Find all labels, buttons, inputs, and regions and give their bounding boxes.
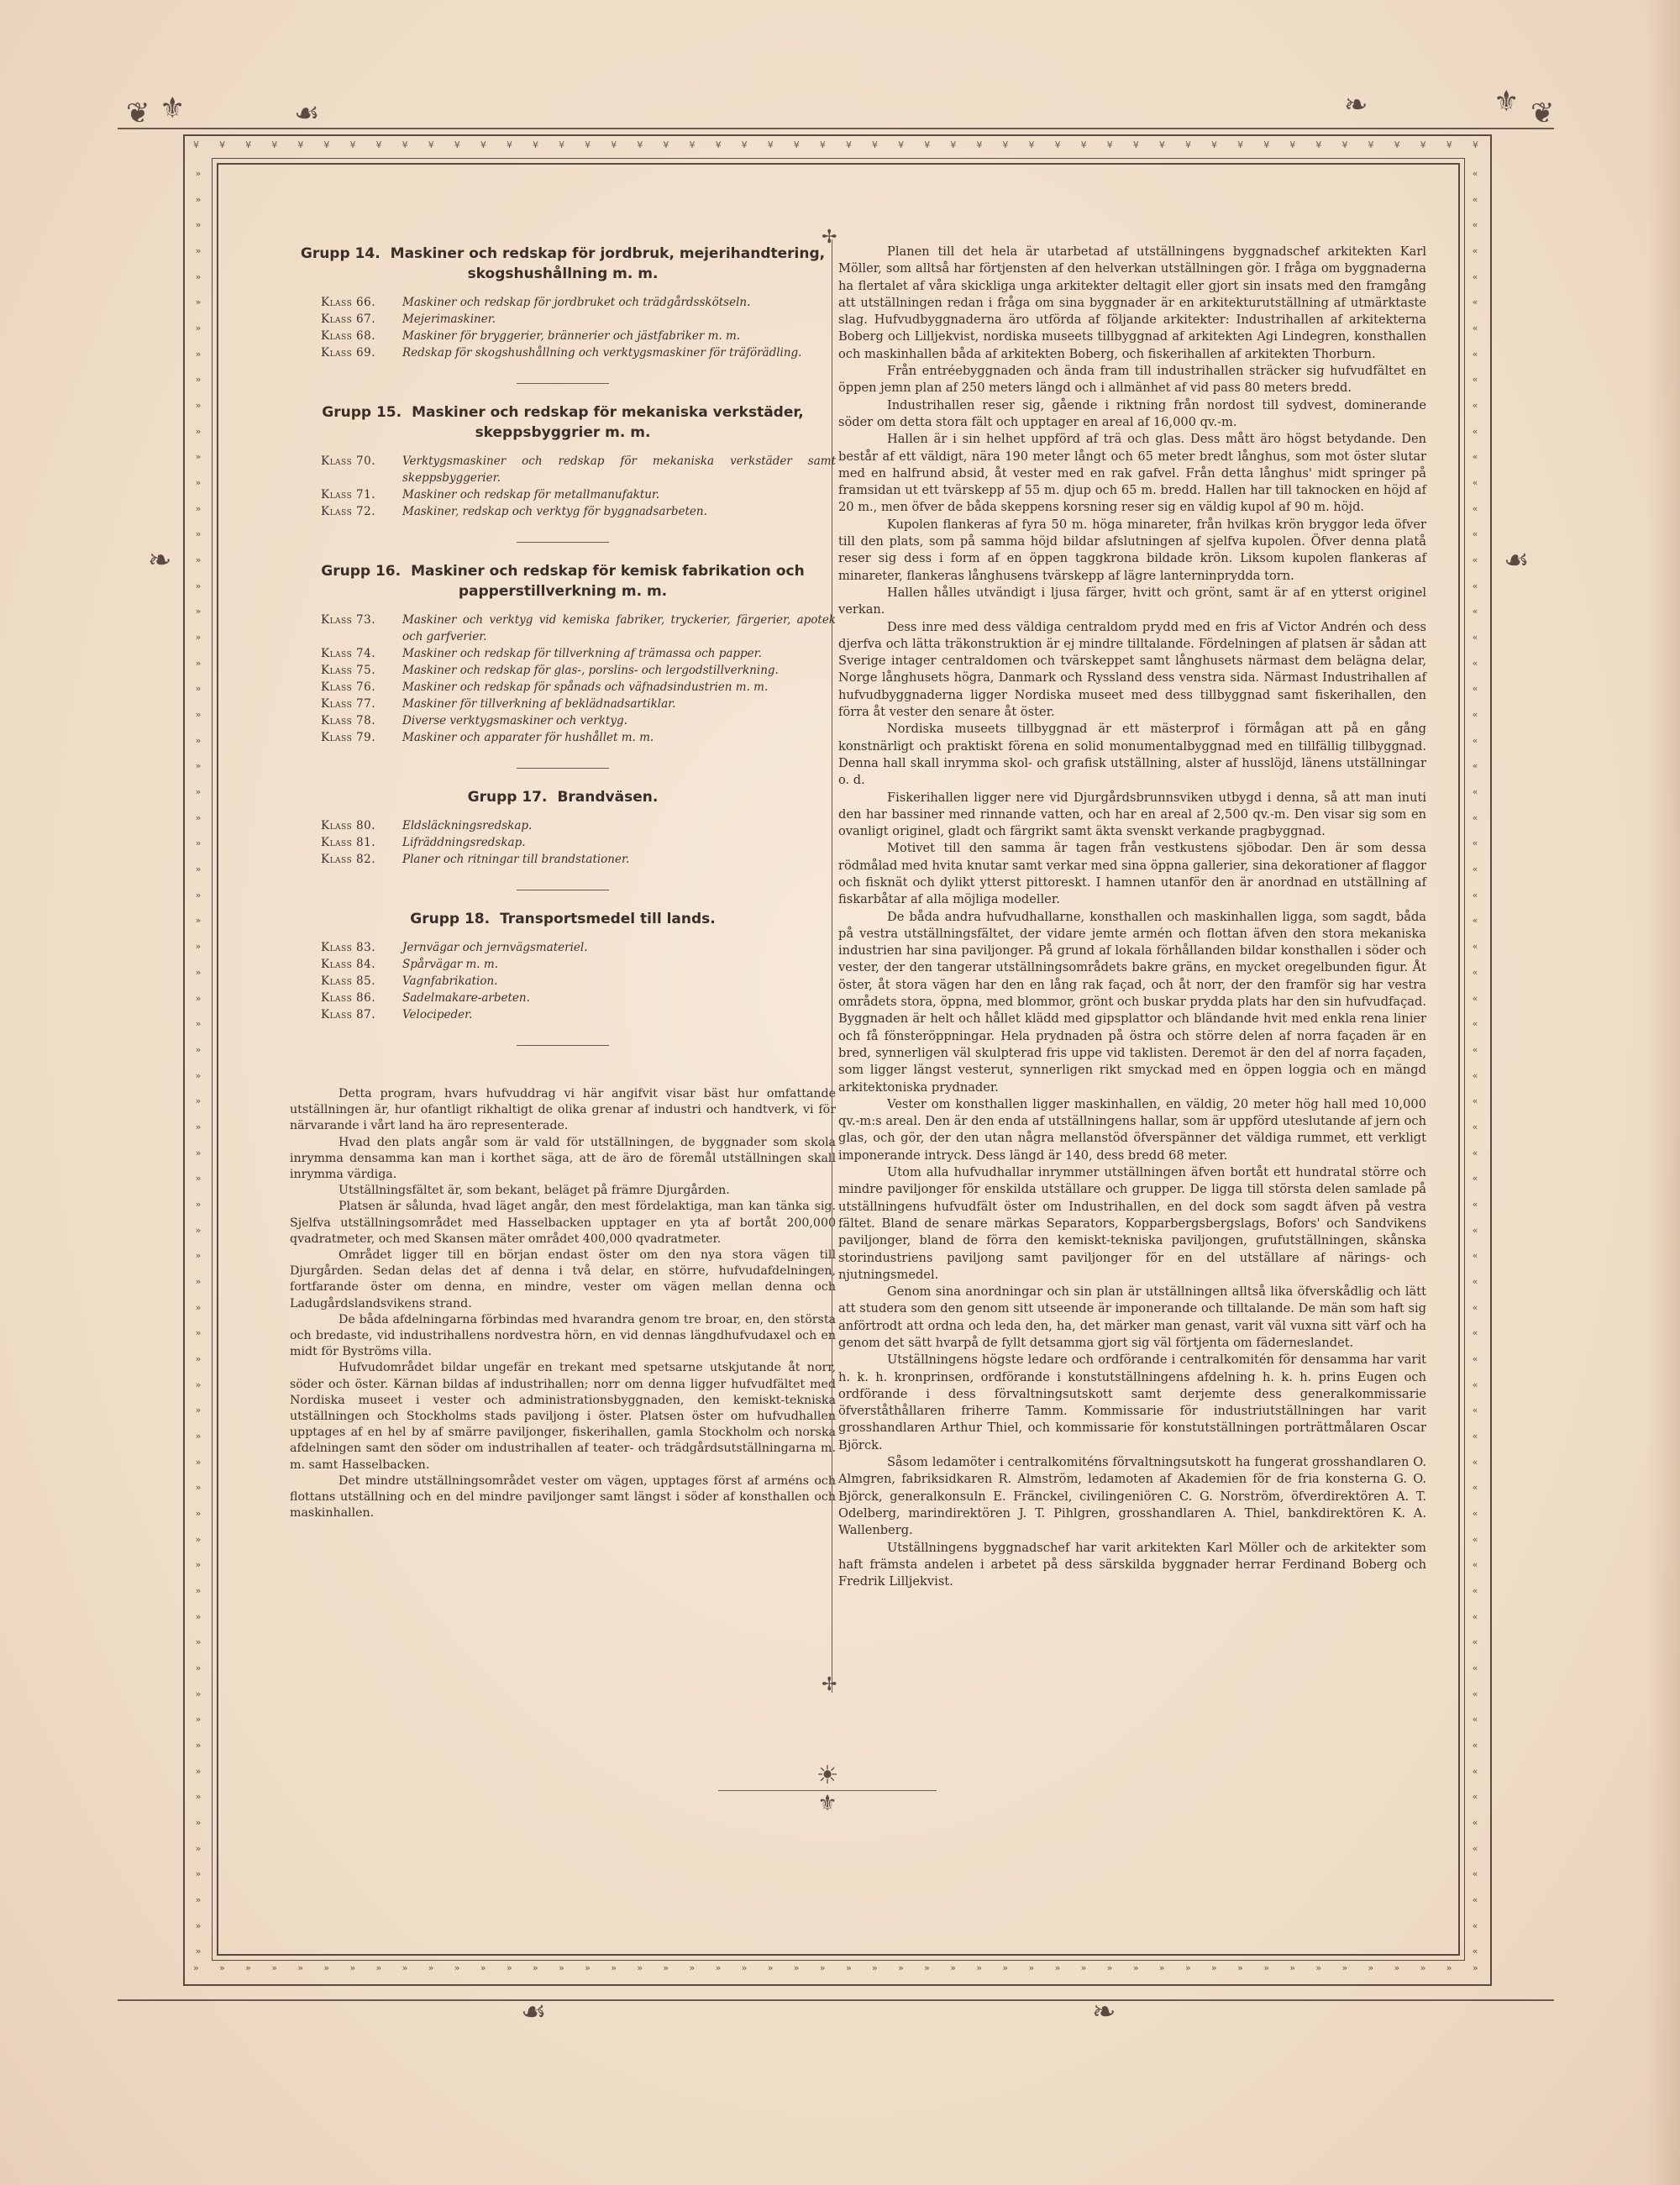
- body-paragraph: Hvad den plats angår som är vald för utställningen, de byggnader som skola inrymma densamma kan man i korthet säga, att de äro de föremål utställningen skall inrymma värdiga.: [290, 1135, 836, 1182]
- group-number: Grupp 14.: [300, 245, 381, 262]
- right-side-scroll-icon: ☙: [1504, 544, 1530, 577]
- class-number: Klass 74.: [321, 647, 375, 660]
- group-heading: [290, 244, 836, 284]
- bottom-center-ornament: [718, 1761, 937, 1816]
- right-column: [838, 244, 1426, 1590]
- class-description: Maskiner och redskap för tillverkning af trämassa och papper.: [402, 647, 762, 660]
- group-title: Brandväsen.: [557, 789, 659, 806]
- class-description: Mejerimaskiner.: [402, 313, 496, 326]
- body-paragraph: Detta program, hvars hufvuddrag vi här angifvit visar bäst hur omfattande utställningen är, hur ofantligt rikhaltigt de olika grenar af industri och handtverk, vi för närvarande i vårt land ha äro representerade.: [290, 1087, 836, 1133]
- class-entry: [290, 817, 836, 834]
- class-description: Vagnfabrikation.: [402, 974, 498, 988]
- group-list: [290, 244, 836, 1046]
- body-paragraph: Planen till det hela är utarbetad af utställningens byggnadschef arkitekten Karl Möller, som alltså har förtjensten af den helverkan utställningen gör. I fråga om byggnaderna ha flertalet af våra skickliga unga arkitekter deltagit eller gjort sin insats med den framgång att utställningen redan i fråga om sina byggnader är en arkitekturutställning af utmärktaste slag. Hufvudbyggnaderna äro utförda af följande arkitekter: Industrihallen af arkitekterna Boberg och Lilljekvist, nordiska museets tillbyggnad af arkitekten Agi Lindegren, konsthallen och maskinhallen båda af arkitekten Boberg, och fiskerihallen af arkitekten Thorburn.: [838, 244, 1426, 361]
- class-description: Sadelmakare-arbeten.: [402, 991, 530, 1005]
- class-entry: [290, 939, 836, 956]
- class-entry: [290, 503, 836, 520]
- class-entry: [290, 328, 836, 344]
- group-title: Maskiner och redskap för jordbruk, mejerihandtering, skogshushållning m. m.: [390, 245, 826, 282]
- group-heading: [290, 909, 836, 929]
- class-entry: [290, 956, 836, 973]
- class-number: Klass 78.: [321, 714, 375, 727]
- class-entry: [290, 294, 836, 311]
- sunburst-icon: ☀: [816, 1761, 839, 1790]
- body-paragraph: Området ligger till en början endast öster om den nya stora vägen till Djurgården. Sedan delas det af denna i två delar, en större, hufvudafdelningen, fortfarande öster om denna, en mindre, vester om vägen mellan denna och Ladugårdslandsvikens strand.: [290, 1248, 836, 1310]
- class-number: Klass 77.: [321, 697, 375, 711]
- body-paragraph: Utställningens högste ledare och ordförande i centralkomitén för densamma har varit h. k. h. kronprinsen, ordförande i konstutställningens afdelning h. k. h. prins Eugen och ordförande i dess förvaltningsutskott samt derjemte dess generalkommissarie öfverståthållaren friherre Tamm. Kommissarie för industriutställningen har varit grosshandlaren Arthur Thiel, och kommissarie för konstutställningen porträttmålaren Oscar Björck.: [838, 1352, 1426, 1452]
- group-number: Grupp 15.: [322, 404, 402, 421]
- left-body-text: [290, 1086, 836, 1521]
- class-entry: [290, 1006, 836, 1023]
- body-paragraph: Vester om konsthallen ligger maskinhallen, en väldig, 20 meter hög hall med 10,000 qv.-m:s areal. Den är den enda af utställningens hallar, som är uppförd uteslutande af jern och glas, och gör, der den utan några mellanstöd öfverspänner det väldiga rummet, ett verkligt imponerande intryck. Dess längd är 140, dess bredd 68 meter.: [838, 1096, 1426, 1163]
- class-number: Klass 72.: [321, 505, 375, 518]
- body-paragraph: Industrihallen reser sig, gående i riktning från nordost till sydvest, dominerande söder om detta stora fält och upptager en areal af 16,000 qv.-m.: [838, 397, 1426, 429]
- class-entry: [290, 612, 836, 645]
- body-paragraph: Hufvudområdet bildar ungefär en trekant med spetsarne utskjutande åt norr, söder och öster. Kärnan bildas af industrihallen; norr om denna ligger hufvudfältet med Nordiska museet i vester och administrationsbyggnaden, den kemiskt-tekniska utställningen och Stockholms stads paviljong i öster. Platsen öster om hufvudhallen upptages af en hel by af smärre paviljonger, fiskerihallen, gamla Stockholm och norska afdelningen samt den söder om industrihallen af teater- och trädgårdsutställningarna m. m. samt Hasselbacken.: [290, 1361, 836, 1472]
- class-number: Klass 81.: [321, 836, 375, 849]
- class-description: Maskiner och redskap för jordbruket och trädgårdsskötseln.: [402, 296, 751, 309]
- class-entry: [290, 696, 836, 712]
- group-separator: [517, 542, 609, 543]
- class-description: Maskiner och apparater för hushållet m. m.: [402, 731, 654, 744]
- class-number: Klass 80.: [321, 819, 375, 833]
- body-paragraph: Utom alla hufvudhallar inrymmer utställningen äfven bortåt ett hundratal större och mindre paviljonger för enskilda utställare och grupper. De ligga till största delen samlade på utställningens hufvudfält öster om Industrihallen, en del dock som sagdt äfven på vestra fältet. Bland de senare märkas Separators, Kopparbergsbergslags, Bofors' och Sandvikens paviljonger, bland de förra den kemiskt-tekniska paviljongen, grufutställningen, skånska storindustriens paviljong samt paviljonger för en del utställare af närings- och njutningsmedel.: [838, 1165, 1426, 1282]
- group-title: Maskiner och redskap för mekaniska verkstäder, skeppsbyggrier m. m.: [412, 404, 804, 441]
- class-entry: [290, 662, 836, 679]
- class-number: Klass 82.: [321, 853, 375, 866]
- class-number: Klass 83.: [321, 941, 375, 954]
- fleuron-icon: ⚜: [817, 1791, 837, 1816]
- body-paragraph: Kupolen flankeras af fyra 50 m. höga minareter, från hvilkas krön bryggor leda öfver till den plats, som på samma höjd bildar afslutningen af sjelfva kupolen. Öfver denna platå reser sig dess i form af en öppen taggkrona bildade krön. Liksom kupolen flankeras af minareter, flankeras långhusens tvärskepp af lägre lanterninprydda torn.: [838, 517, 1426, 583]
- group-number: Grupp 17.: [467, 789, 548, 806]
- body-paragraph: Genom sina anordningar och sin plan är utställningen alltså lika öfverskådlig och lätt att studera som den genom sitt utseende är imponerande och tilltalande. De män som haft sig anförtrodt att ordna och leda den, ha, det märker man genast, varit väl vuxna sitt värf och ha genom det sätt hvarpå de fyllt detsamma gjort sig väl förtjenta om fäderneslandet.: [838, 1284, 1426, 1350]
- group-section: [290, 402, 836, 520]
- bottom-border-rule: [118, 1999, 1554, 2001]
- class-description: Redskap för skogshushållning och verktygsmaskiner för träförädling.: [402, 346, 802, 360]
- body-paragraph: Platsen är sålunda, hvad läget angår, den mest fördelaktiga, man kan tänka sig. Sjelfva utställningsområdet med Hasselbacken upptager en yta af bortåt 200,000 qvadratmeter, och med Skansen mäter området 400,000 qvadratmeter.: [290, 1200, 836, 1246]
- class-entry: [290, 712, 836, 729]
- top-center-right-flourish-icon: ❧: [1344, 88, 1368, 122]
- group-heading: [290, 787, 836, 807]
- body-paragraph: Från entréebyggnaden och ända fram till industrihallen sträcker sig hufvudfältet en öppen jemn plan af 250 meters längd och i allmänhet af vid pass 80 meters bredd.: [838, 364, 1426, 396]
- class-description: Eldsläckningsredskap.: [402, 819, 533, 833]
- right-chevron-column: « « « « « « « « « « « « « « « « « « « « « « « « « « « « « « « « « « « « « « « « « « « « « « « « « « « « « « « « « « « « « « « « « « « « « «: [1472, 168, 1478, 1957]
- body-paragraph: Motivet till den samma är tagen från vestkustens sjöbodar. Den är som dessa rödmålad med hvita knutar samt verkar med sina öppna gallerier, sina dekorationer af flaggor och fisknät och dylikt ytterst pittoreskt. I hamnen utanför den är anordnad en utställning af fiskarbåtar af alla möjliga modeller.: [838, 841, 1426, 907]
- class-description: Velocipeder.: [402, 1008, 473, 1022]
- class-entry: [290, 990, 836, 1006]
- group-section: [290, 561, 836, 746]
- class-entry: [290, 834, 836, 851]
- body-paragraph: Hallen är i sin helhet uppförd af trä och glas. Dess mått äro högst betydande. Den består af ett väldigt, nära 190 meter långt och 65 meter bredt långhus, som mot öster slutar med en halfrund absid, åt vester med en rak gafvel. Från detta långhus' midt springer på framsidan ut ett tvärskepp af 55 m. djup och 65 m. bredd. Hallen har till taknocken en höjd af 20 m., men öfver de båda skeppens korsning reser sig en väldig kupol af 90 m. höjd.: [838, 432, 1426, 515]
- left-side-scroll-icon: ❧: [148, 544, 172, 577]
- group-number: Grupp 16.: [321, 563, 402, 580]
- top-left-flourish-icon: ❦: [126, 97, 150, 130]
- divider-bottom-ornament-icon: ✢: [822, 1674, 837, 1695]
- group-title: Transportsmedel till lands.: [500, 911, 716, 927]
- class-entry: [290, 344, 836, 361]
- class-description: Jernvägar och jernvägsmateriel.: [402, 941, 588, 954]
- divider-top-ornament-icon: ✢: [822, 227, 837, 248]
- class-entry: [290, 645, 836, 662]
- group-heading: [290, 402, 836, 443]
- class-description: Maskiner, redskap och verktyg för byggnadsarbeten.: [402, 505, 707, 518]
- class-number: Klass 73.: [321, 613, 375, 627]
- class-description: Lifräddningsredskap.: [402, 836, 526, 849]
- class-number: Klass 66.: [321, 296, 375, 309]
- body-paragraph: Hallen hålles utvändigt i ljusa färger, hvitt och grönt, samt är af en ytterst originel verkan.: [838, 585, 1426, 617]
- class-entry: [290, 973, 836, 990]
- class-description: Spårvägar m. m.: [402, 958, 498, 971]
- class-entry: [290, 311, 836, 328]
- body-paragraph: De båda andra hufvudhallarne, konsthallen och maskinhallen ligga, som sagdt, båda på vestra utställningsfältet, der vidare jemte armén och flottan äfven den stora mekaniska industrien har sina paviljonger. På grund af lokala förhållanden bildar konsthallen i söder och vester, der den tangerar utställningsområdets bakre gräns, en mycket oregelbunden figur. Åt öster, åt stora vägen har den en lång rak façad, och åt norr, der den framför sig har vestra områdets stora, öppna, med blommor, grönt och buskar prydda plats har den sin hufvudfaçad. Byggnaden är helt och hållet klädd med gipsplattor och bländande hvit med enkla rena linier och få fönsteröppningar. Hela prydnaden på östra och större delen af norra façaden är en bred, synnerligen väl skulpterad fris uppe vid taklisten. Deremot är den del af norra façaden, som ligger längst vesterut, synnerligen rikt smyckad med en öppen loggia och en mängd arkitektoniska prydnader.: [838, 909, 1426, 1095]
- body-paragraph: Dess inre med dess väldiga centraldom prydd med en fris af Victor Andrén och dess djerfva och lätta träkonstruktion är ej mindre tilltalande. Fördelningen af platsen är sådan att Sverige intager centraldomen och tvärskeppet samt långhusets närmast dem belägna delar, Norge långhusets högra, Danmark och Ryssland dess venstra sida. Närmast Industrihallen af hufvudbyggnaderna ligger Nordiska museet med dess tillbyggnad samt fiskerihallen, den förra åt vester den senare åt öster.: [838, 619, 1426, 720]
- group-separator: [517, 1045, 609, 1046]
- class-description: Maskiner och redskap för spånads och väfnadsindustrien m. m.: [402, 680, 769, 694]
- group-section: [290, 244, 836, 361]
- group-heading: [290, 561, 836, 601]
- body-paragraph: Utställningens byggnadschef har varit arkitekten Karl Möller och de arkitekter som haft främsta andelen i arbetet på dess särskilda byggnader herrar Ferdinand Boberg och Fredrik Lilljekvist.: [838, 1540, 1426, 1589]
- body-paragraph: Det mindre utställningsområdet vester om vägen, upptages först af arméns och flottans utställning och en del mindre paviljonger samt längst i söder af konsthallen och maskinhallen.: [290, 1473, 836, 1521]
- bottom-right-flourish-icon: ❧: [1092, 1995, 1116, 2029]
- group-title: Maskiner och redskap för kemisk fabrikation och papperstillverkning m. m.: [411, 563, 805, 600]
- class-number: Klass 76.: [321, 680, 375, 694]
- class-number: Klass 85.: [321, 974, 375, 988]
- class-entry: [290, 729, 836, 746]
- class-entry: [290, 486, 836, 503]
- class-entry: [290, 851, 836, 868]
- class-number: Klass 67.: [321, 313, 375, 326]
- top-center-left-flourish-icon: ☙: [294, 97, 320, 130]
- body-paragraph: Utställningsfältet är, som bekant, beläget på främre Djurgården.: [339, 1184, 730, 1198]
- class-description: Planer och ritningar till brandstationer.: [402, 853, 630, 866]
- class-description: Verktygsmaskiner och redskap för mekaniska verkstäder samt skeppsbyggerier.: [402, 454, 836, 485]
- body-paragraph: De båda afdelningarna förbindas med hvarandra genom tre broar, en, den största och bredaste, vid industrihallens nordvestra hörn, en vid dennas längdhufvudaxel och en midt för Byströms villa.: [290, 1312, 836, 1359]
- class-number: Klass 75.: [321, 664, 375, 677]
- top-border-rule: [118, 128, 1554, 129]
- body-paragraph: Nordiska museets tillbyggnad är ett mästerprof i förmågan att på en gång konstnärligt och praktiskt förena en solid monumentalbyggnad med en tillfällig tillbyggnad. Denna hall skall inrymma skol- och grafisk utställning, alster af husslöjd, länens utställningar o. d.: [838, 722, 1426, 788]
- top-left-fleur-icon: ⚜: [160, 92, 186, 125]
- class-description: Maskiner och verktyg vid kemiska fabriker, tryckerier, färgerier, apotek och garfverier.: [402, 613, 836, 643]
- class-number: Klass 68.: [321, 329, 375, 343]
- group-section: [290, 909, 836, 1023]
- left-chevron-column: » » » » » » » » » » » » » » » » » » » » » » » » » » » » » » » » » » » » » » » » » » » » » » » » » » » » » » » » » » » » » » » » » » » » » »: [195, 168, 202, 1957]
- class-number: Klass 70.: [321, 454, 375, 468]
- class-description: Maskiner för bryggerier, brännerier och jästfabriker m. m.: [402, 329, 741, 343]
- class-number: Klass 87.: [321, 1008, 375, 1022]
- top-right-fleur-icon: ⚜: [1494, 85, 1520, 118]
- top-chevron-row: ¥ ¥ ¥ ¥ ¥ ¥ ¥ ¥ ¥ ¥ ¥ ¥ ¥ ¥ ¥ ¥ ¥ ¥ ¥ ¥ ¥ ¥ ¥ ¥ ¥ ¥ ¥ ¥ ¥ ¥ ¥ ¥ ¥ ¥ ¥ ¥ ¥ ¥ ¥ ¥ ¥ ¥ ¥ ¥ ¥ ¥ ¥ ¥ ¥ ¥: [193, 139, 1478, 150]
- group-number: Grupp 18.: [410, 911, 491, 927]
- class-description: Diverse verktygsmaskiner och verktyg.: [402, 714, 627, 727]
- bottom-left-flourish-icon: ☙: [521, 1995, 547, 2029]
- class-entry: [290, 453, 836, 486]
- bottom-chevron-row: » » » » » » » » » » » » » » » » » » » » » » » » » » » » » » » » » » » » » » » » » » » » » » » » » »: [193, 1962, 1478, 1973]
- class-description: Maskiner och redskap för glas-, porslins- och lergodstillverkning.: [402, 664, 779, 677]
- class-number: Klass 71.: [321, 488, 375, 502]
- class-description: Maskiner för tillverkning af beklädnadsartiklar.: [402, 697, 676, 711]
- body-paragraph: Fiskerihallen ligger nere vid Djurgårdsbrunnsviken utbygd i denna, så att man inuti den har bassiner med rinnande vatten, och har en areal af 2,500 qv.-m. Den visar sig som en ovanligt originel, gladt och färgrikt samt äkta svenskt verkande pragbyggnad.: [838, 790, 1426, 839]
- class-description: Maskiner och redskap för metallmanufaktur.: [402, 488, 660, 502]
- group-separator: [517, 383, 609, 384]
- body-paragraph: Såsom ledamöter i centralkomiténs förvaltningsutskott ha fungerat grosshandlaren O. Almgren, fabriksidkaren R. Almström, ledamoten af Akademien för de fria konsterna G. O. Björck, generalkonsuln E. Fränckel, civilingeniören C. G. Norström, öfverdirektören A. T. Odelberg, marindirektören J. T. Pihlgren, grosshandlaren A. Thiel, bankdirektören K. A. Wallenberg.: [838, 1455, 1426, 1538]
- left-column: [290, 244, 836, 1521]
- page-edge-shadow: [1646, 0, 1680, 2185]
- group-section: [290, 787, 836, 868]
- class-number: Klass 84.: [321, 958, 375, 971]
- class-entry: [290, 679, 836, 696]
- top-right-flourish-icon: ❦: [1530, 97, 1555, 130]
- group-separator: [517, 768, 609, 769]
- class-number: Klass 86.: [321, 991, 375, 1005]
- class-number: Klass 79.: [321, 731, 375, 744]
- class-number: Klass 69.: [321, 346, 375, 360]
